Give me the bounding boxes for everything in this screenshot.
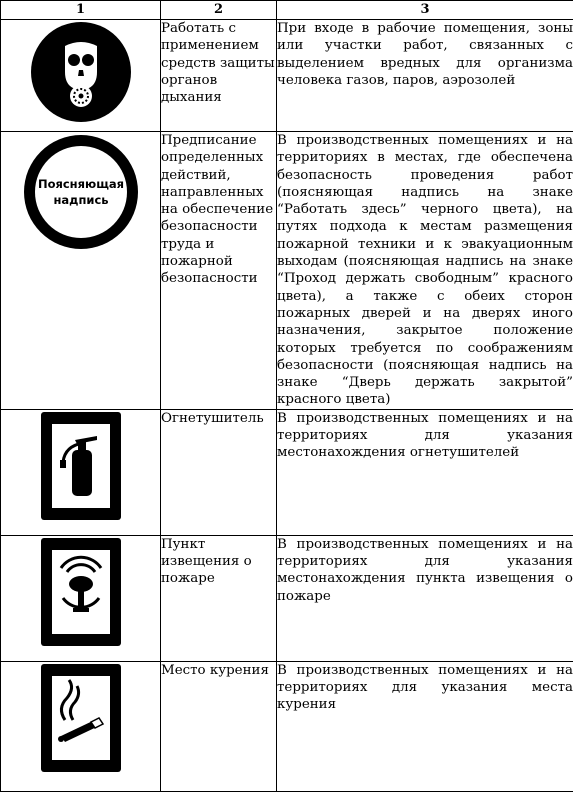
sign-description-text: При входе в рабочие помещения, зоны или участки работ, связанных с выделением вредных для организма человека газов, паров, аэрозолей: [277, 20, 573, 89]
sign-text-line2: надпись: [53, 193, 108, 207]
sign-description: [277, 535, 573, 661]
sign-description-text: В производственных помещениях и на территориях для указания местонахождения пункта извещения о пожаре: [277, 536, 573, 605]
sign-name-text: Работать с применением средств защиты органов дыхания: [161, 20, 276, 106]
table-row: [1, 661, 573, 791]
sign-text-line1: Поясняющая: [37, 177, 123, 191]
sign-description: [277, 661, 573, 791]
sign-description: [277, 409, 573, 535]
column-header-3: 3: [277, 1, 573, 20]
respirator-icon: [23, 20, 139, 124]
sign-name: [161, 20, 277, 132]
cigarette-icon: [39, 662, 123, 774]
sign-name-text: Пункт извещения о пожаре: [161, 536, 276, 588]
sign-name-text: Огнетушитель: [161, 410, 276, 427]
sign-cell: [1, 535, 161, 661]
table-row: [1, 409, 573, 535]
sign-name-text: Предписание определенных действий, направленных на обеспечение безопасности труда и пожарной безопасности: [161, 132, 276, 288]
table-row: [1, 132, 573, 410]
sign-name: [161, 535, 277, 661]
column-header-1: 1: [1, 1, 161, 20]
sign-name: [161, 661, 277, 791]
sign-description-text: В производственных помещениях и на территориях для указания местонахождения огнетушителей: [277, 410, 573, 462]
sign-description: [277, 20, 573, 132]
fire-alarm-icon: [39, 536, 123, 648]
sign-description-text: В производственных помещениях и на территориях в местах, где обеспечена безопасность проведения работ (поясняющая надпись на знаке “Работать здесь” черного цвета), на путях подхода к местам размещения пожарной техники и к эвакуационным выходам (поясняющая надпись на знаке “Проход держать свободным” красного цвета), а также с обеих сторон пожарных дверей и на дверях иного назначения, закрытое положение которых требуется по соображениям безопасности (поясняющая надпись на знаке “Дверь держать закрытой” красного цвета): [277, 132, 573, 409]
explanatory-text-sign-icon: [21, 132, 141, 252]
sign-cell: [1, 132, 161, 410]
sign-description: [277, 132, 573, 410]
sign-name: [161, 409, 277, 535]
sign-description-text: В производственных помещениях и на территориях для указания места курения: [277, 662, 573, 714]
table-row: [1, 535, 573, 661]
sign-cell: [1, 661, 161, 791]
table-row: [1, 20, 573, 132]
fire-extinguisher-icon: [39, 410, 123, 522]
sign-cell: [1, 409, 161, 535]
sign-cell: [1, 20, 161, 132]
sign-name-text: Место курения: [161, 662, 276, 679]
sign-name: [161, 132, 277, 410]
header-row: [1, 1, 573, 20]
column-header-2: 2: [161, 1, 277, 20]
